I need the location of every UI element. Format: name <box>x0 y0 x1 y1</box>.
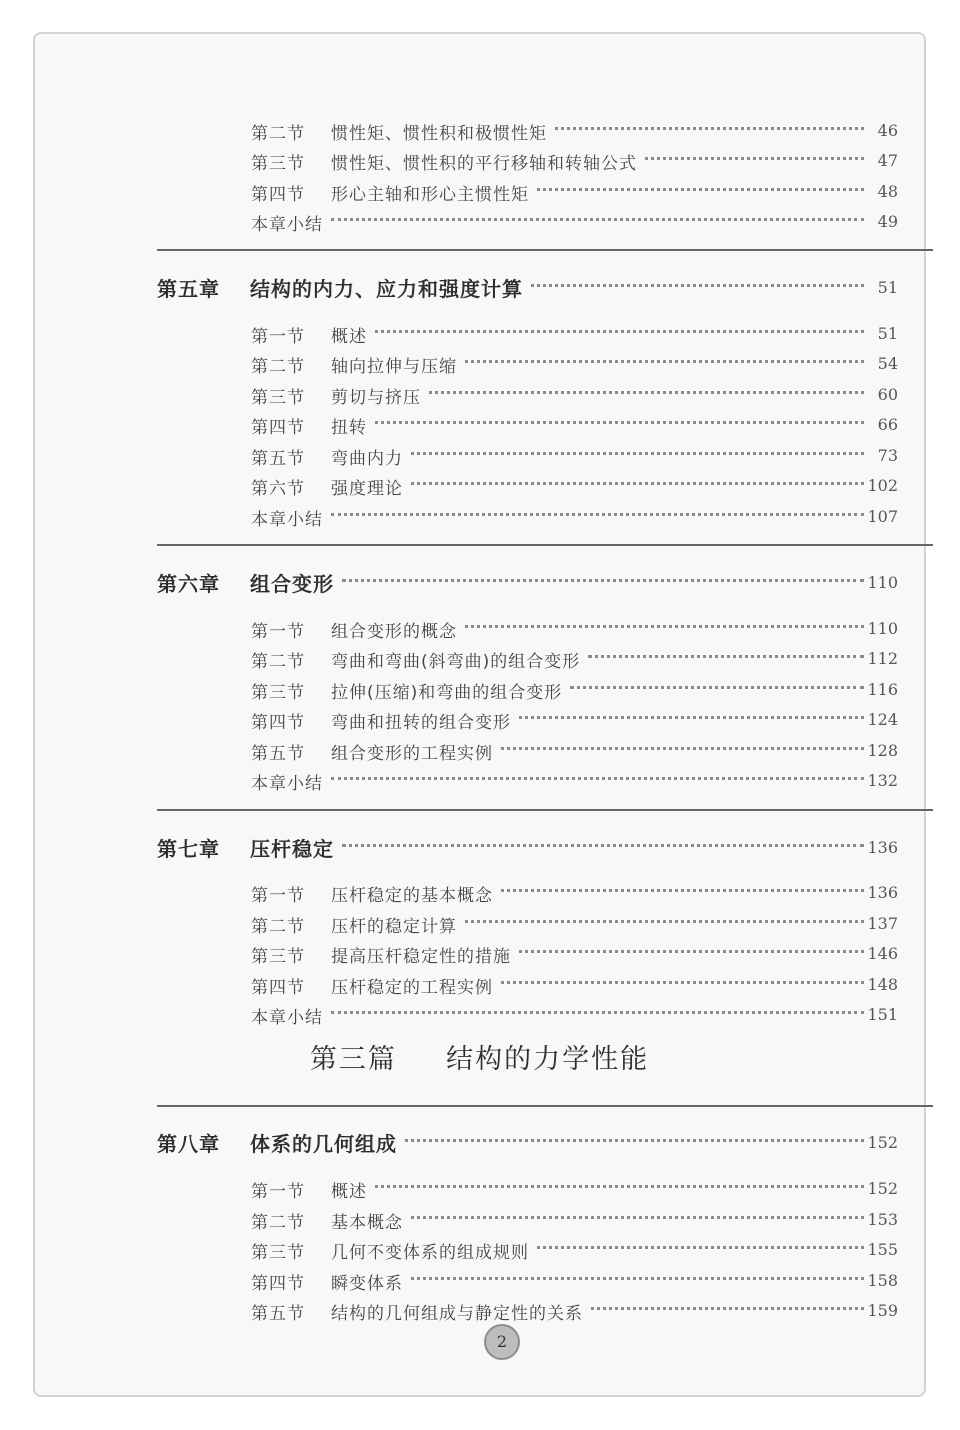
toc-entry[interactable] <box>35 1172 924 1202</box>
page-number: 151 <box>867 1005 898 1024</box>
part-title: 结构的力学性能 <box>446 1044 650 1075</box>
section-title: 惯性矩、惯性积的平行移轴和转轴公式 <box>331 154 637 174</box>
leader-dots <box>645 157 864 160</box>
toc-entry[interactable] <box>35 1233 924 1263</box>
toc-chapter[interactable] <box>35 566 924 596</box>
toc-entry[interactable] <box>35 175 924 205</box>
leader-dots <box>331 777 864 780</box>
page-number: 137 <box>867 914 898 933</box>
leader-dots <box>519 950 864 953</box>
toc-entry[interactable] <box>35 612 924 642</box>
toc-chapter[interactable] <box>35 271 924 301</box>
toc-entry[interactable] <box>35 317 924 347</box>
section-title: 压杆稳定的基本概念 <box>331 886 493 906</box>
leader-dots <box>375 330 864 333</box>
section-label: 第五节 <box>251 744 305 764</box>
section-label: 第三节 <box>251 154 305 174</box>
toc-entry[interactable] <box>35 469 924 499</box>
section-title: 剪切与挤压 <box>331 388 421 408</box>
leader-dots <box>588 655 864 658</box>
toc-entry[interactable] <box>35 408 924 438</box>
chapter-label: 第八章 <box>157 1132 220 1156</box>
summary-label: 本章小结 <box>251 215 323 235</box>
page-number: 102 <box>867 476 898 495</box>
toc-entry[interactable] <box>35 968 924 998</box>
section-label: 第三节 <box>251 683 305 703</box>
toc-entry[interactable] <box>35 378 924 408</box>
leader-dots <box>411 482 864 485</box>
page-number: 60 <box>877 385 898 404</box>
section-title: 压杆稳定的工程实例 <box>331 978 493 998</box>
section-title: 轴向拉伸与压缩 <box>331 357 457 377</box>
toc-entry[interactable] <box>35 144 924 174</box>
leader-dots <box>405 1139 864 1142</box>
page-number: 47 <box>877 151 898 170</box>
chapter-label: 第五章 <box>157 277 220 301</box>
toc-entry-summary[interactable] <box>35 205 924 235</box>
toc-entry[interactable] <box>35 114 924 144</box>
toc-entry-summary[interactable] <box>35 500 924 530</box>
page-number: 152 <box>867 1179 898 1198</box>
page-number: 136 <box>867 883 898 902</box>
summary-label: 本章小结 <box>251 774 323 794</box>
section-title: 拉伸(压缩)和弯曲的组合变形 <box>331 683 563 703</box>
section-label: 第三节 <box>251 388 305 408</box>
section-title: 组合变形的概念 <box>331 622 457 642</box>
leader-dots <box>501 889 864 892</box>
toc-entry[interactable] <box>35 642 924 672</box>
leader-dots <box>465 920 864 923</box>
section-divider <box>157 544 933 546</box>
toc-chapter[interactable] <box>35 1126 924 1156</box>
toc-entry[interactable] <box>35 937 924 967</box>
toc-entry[interactable] <box>35 703 924 733</box>
page-number-badge: 2 <box>484 1324 520 1360</box>
page-number: 132 <box>867 771 898 790</box>
section-title: 形心主轴和形心主惯性矩 <box>331 185 529 205</box>
leader-dots <box>537 188 864 191</box>
page-number: 124 <box>867 710 898 729</box>
toc-entry[interactable] <box>35 1203 924 1233</box>
toc-entry-summary[interactable] <box>35 764 924 794</box>
leader-dots <box>375 1185 864 1188</box>
section-label: 第四节 <box>251 1274 305 1294</box>
toc-entry[interactable] <box>35 876 924 906</box>
section-label: 第一节 <box>251 1182 305 1202</box>
leader-dots <box>342 579 864 582</box>
section-label: 第二节 <box>251 357 305 377</box>
chapter-title: 压杆稳定 <box>250 837 334 861</box>
section-title: 概述 <box>331 1182 367 1202</box>
leader-dots <box>331 513 864 516</box>
section-label: 第二节 <box>251 1213 305 1233</box>
page-number: 54 <box>877 354 898 373</box>
section-label: 第六节 <box>251 479 305 499</box>
page-number: 112 <box>867 649 898 668</box>
section-label: 第五节 <box>251 1304 305 1324</box>
page-number: 116 <box>867 680 898 699</box>
page-number: 49 <box>877 212 898 231</box>
chapter-title: 结构的内力、应力和强度计算 <box>250 277 523 301</box>
section-divider <box>157 249 933 251</box>
section-label: 第五节 <box>251 449 305 469</box>
leader-dots <box>519 716 864 719</box>
summary-label: 本章小结 <box>251 1008 323 1028</box>
page-number: 159 <box>867 1301 898 1320</box>
chapter-label: 第六章 <box>157 572 220 596</box>
section-divider <box>157 809 933 811</box>
chapter-title: 体系的几何组成 <box>250 1132 397 1156</box>
leader-dots <box>375 421 864 424</box>
leader-dots <box>591 1307 864 1310</box>
section-label: 第三节 <box>251 1243 305 1263</box>
page-number: 51 <box>877 278 898 297</box>
toc-entry[interactable] <box>35 1294 924 1324</box>
page-number: 136 <box>867 838 898 857</box>
section-title: 概述 <box>331 327 367 347</box>
page-number: 110 <box>867 573 898 592</box>
page-number: 146 <box>867 944 898 963</box>
section-title: 提高压杆稳定性的措施 <box>331 947 511 967</box>
toc-entry-summary[interactable] <box>35 998 924 1028</box>
leader-dots <box>555 127 864 130</box>
section-title: 弯曲和扭转的组合变形 <box>331 713 511 733</box>
page-number: 73 <box>877 446 898 465</box>
section-title: 扭转 <box>331 418 367 438</box>
toc-page <box>33 32 926 1397</box>
toc-entry[interactable] <box>35 673 924 703</box>
section-label: 第四节 <box>251 978 305 998</box>
leader-dots <box>331 218 864 221</box>
section-title: 弯曲和弯曲(斜弯曲)的组合变形 <box>331 652 581 672</box>
leader-dots <box>411 1277 864 1280</box>
leader-dots <box>429 391 864 394</box>
page-number: 46 <box>877 121 898 140</box>
leader-dots <box>465 360 864 363</box>
leader-dots <box>411 1216 864 1219</box>
leader-dots <box>531 284 864 287</box>
page-number: 158 <box>867 1271 898 1290</box>
page-number: 66 <box>877 415 898 434</box>
toc-entry[interactable] <box>35 734 924 764</box>
page-number: 148 <box>867 975 898 994</box>
leader-dots <box>411 452 864 455</box>
section-label: 第一节 <box>251 327 305 347</box>
chapter-title: 组合变形 <box>250 572 334 596</box>
toc-entry[interactable] <box>35 347 924 377</box>
section-divider <box>157 1105 933 1107</box>
page-number: 153 <box>867 1210 898 1229</box>
part-heading[interactable] <box>35 1037 924 1076</box>
section-label: 第四节 <box>251 185 305 205</box>
toc-entry[interactable] <box>35 439 924 469</box>
page-number: 51 <box>877 324 898 343</box>
leader-dots <box>465 625 864 628</box>
page-number: 152 <box>867 1133 898 1152</box>
summary-label: 本章小结 <box>251 510 323 530</box>
section-label: 第四节 <box>251 418 305 438</box>
leader-dots <box>342 844 864 847</box>
section-title: 基本概念 <box>331 1213 403 1233</box>
section-title: 惯性矩、惯性积和极惯性矩 <box>331 124 547 144</box>
section-title: 几何不变体系的组成规则 <box>331 1243 529 1263</box>
page-number: 48 <box>877 182 898 201</box>
section-title: 结构的几何组成与静定性的关系 <box>331 1304 583 1324</box>
section-label: 第二节 <box>251 124 305 144</box>
page-number: 155 <box>867 1240 898 1259</box>
toc-entry[interactable] <box>35 1264 924 1294</box>
page-number: 107 <box>867 507 898 526</box>
section-label: 第二节 <box>251 652 305 672</box>
leader-dots <box>570 686 864 689</box>
leader-dots <box>501 747 864 750</box>
toc-chapter[interactable] <box>35 831 924 861</box>
section-title: 组合变形的工程实例 <box>331 744 493 764</box>
section-title: 弯曲内力 <box>331 449 403 469</box>
section-title: 压杆的稳定计算 <box>331 917 457 937</box>
section-label: 第三节 <box>251 947 305 967</box>
leader-dots <box>501 981 864 984</box>
section-title: 瞬变体系 <box>331 1274 403 1294</box>
section-title: 强度理论 <box>331 479 403 499</box>
chapter-label: 第七章 <box>157 837 220 861</box>
leader-dots <box>537 1246 864 1249</box>
part-label: 第三篇 <box>309 1044 397 1075</box>
section-label: 第二节 <box>251 917 305 937</box>
page-number: 110 <box>867 619 898 638</box>
section-label: 第一节 <box>251 886 305 906</box>
toc-entry[interactable] <box>35 907 924 937</box>
page-number: 128 <box>867 741 898 760</box>
section-label: 第一节 <box>251 622 305 642</box>
leader-dots <box>331 1011 864 1014</box>
section-label: 第四节 <box>251 713 305 733</box>
